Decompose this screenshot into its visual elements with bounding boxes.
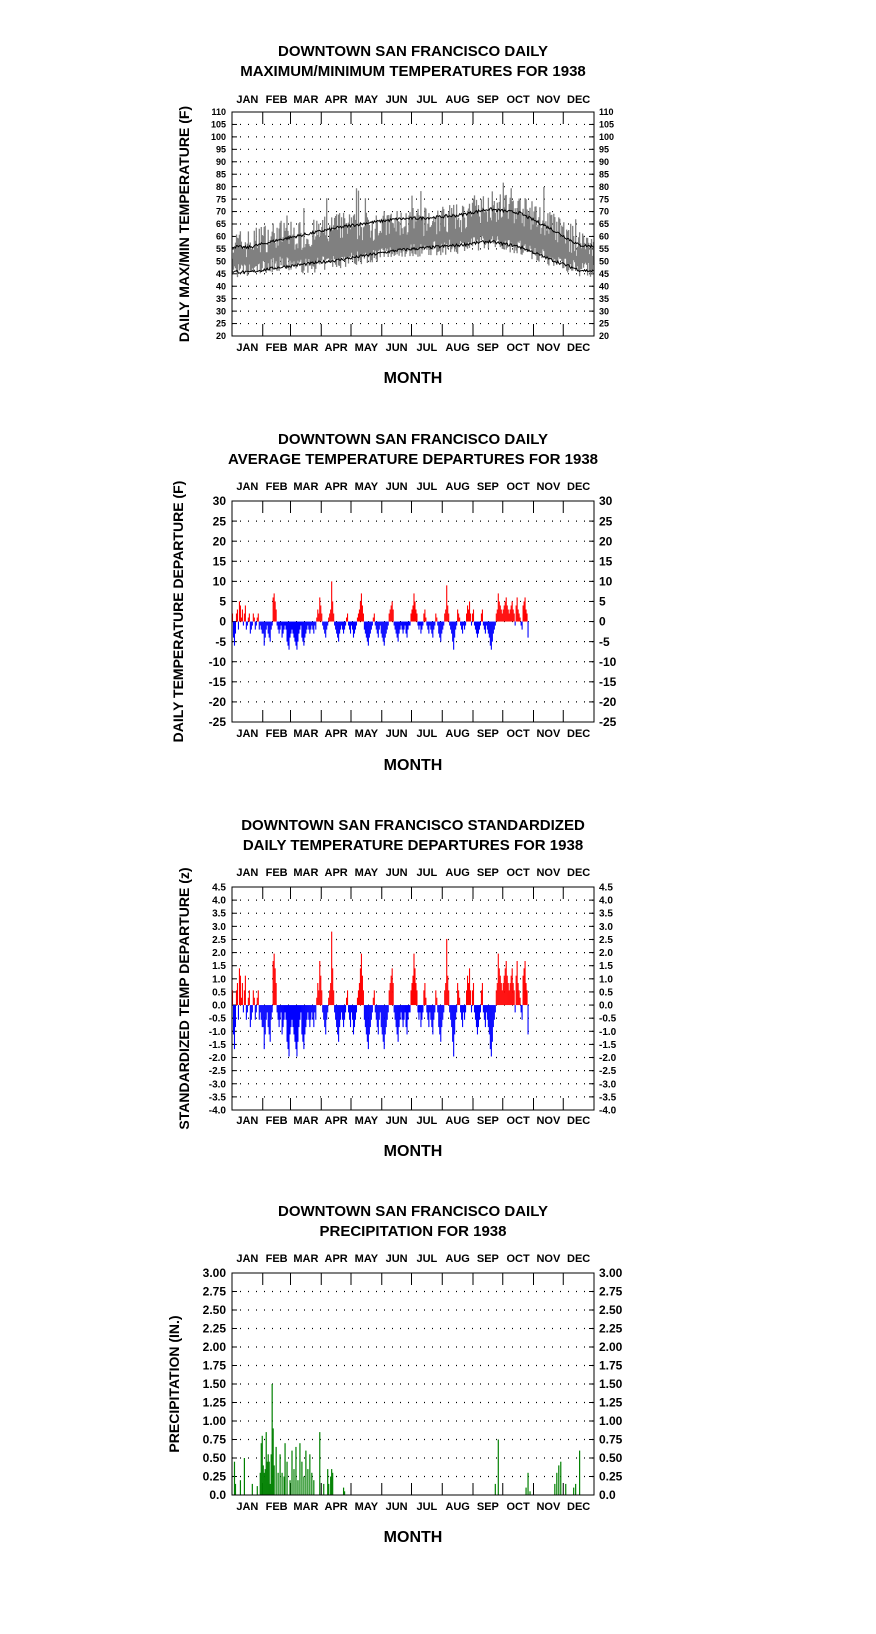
month-label-top: JAN [236, 867, 259, 879]
y-tick-label: 5 [219, 594, 226, 609]
month-label-bottom: NOV [536, 1115, 561, 1127]
y-tick-label: -2.5 [208, 1066, 226, 1078]
y-tick-label-right: -20 [599, 695, 617, 710]
month-label-bottom: APR [324, 1501, 348, 1513]
month-label-top: NOV [536, 867, 561, 879]
y-tick-label-right: 1.5 [599, 961, 613, 973]
month-label-bottom: NOV [536, 1501, 561, 1513]
y-tick-label: 3.00 [202, 1266, 226, 1281]
y-tick-label: -3.0 [208, 1079, 226, 1091]
y-tick-label-right: 110 [599, 107, 614, 118]
y-tick-label-right: 45 [599, 268, 610, 279]
y-tick-label: 95 [215, 144, 226, 155]
y-tick-label: 2.50 [202, 1303, 226, 1318]
month-label-top: JUN [385, 94, 408, 106]
month-label-top: JUL [416, 867, 438, 879]
y-tick-label: 0.0 [209, 1488, 226, 1503]
chart-title-line-2: PRECIPITATION FOR 1938 [319, 1223, 507, 1240]
month-label-top: SEP [476, 1253, 499, 1265]
y-tick-label: 4.5 [212, 882, 226, 894]
y-tick-label: 65 [215, 219, 226, 230]
month-label-top: JUN [385, 481, 408, 493]
month-label-bottom: MAY [354, 728, 379, 740]
observed-range-series [233, 183, 594, 278]
month-label-bottom: FEB [265, 342, 288, 354]
y-tick-label-right: 105 [599, 119, 615, 130]
month-label-bottom: JUL [416, 1115, 438, 1127]
month-label-bottom: JAN [236, 1501, 259, 1513]
y-tick-label: 110 [211, 107, 226, 118]
month-label-top: OCT [506, 481, 530, 493]
y-tick-label: 0.50 [202, 1451, 226, 1466]
month-label-bottom: APR [324, 728, 348, 740]
y-tick-label-right: -4.0 [599, 1105, 617, 1117]
month-label-top: OCT [506, 94, 530, 106]
y-tick-label: 0 [219, 614, 226, 629]
y-tick-label: 0.75 [202, 1432, 226, 1447]
month-label-bottom: NOV [536, 728, 561, 740]
y-tick-label: -25 [208, 715, 226, 730]
plot-frame [232, 1273, 594, 1495]
y-tick-label-right: -15 [599, 675, 617, 690]
month-label-top: DEC [567, 1253, 591, 1265]
month-label-bottom: OCT [506, 728, 530, 740]
y-tick-label-right: 60 [599, 231, 610, 242]
y-tick-label-right: 2.0 [599, 948, 613, 960]
y-tick-label-right: 20 [599, 331, 610, 342]
y-tick-label: -1.0 [208, 1026, 226, 1038]
month-label-top: JAN [236, 1253, 259, 1265]
y-tick-label-right: 2.25 [599, 1321, 623, 1336]
month-label-bottom: SEP [476, 1501, 499, 1513]
y-tick-label: 0.0 [212, 1000, 226, 1012]
y-tick-label: -2.0 [208, 1053, 226, 1065]
month-label-bottom: DEC [567, 728, 591, 740]
month-label-bottom: AUG [445, 1115, 470, 1127]
y-tick-label-right: -2.5 [599, 1066, 617, 1078]
y-tick-label-right: 75 [599, 194, 610, 205]
y-tick-label: 50 [215, 256, 226, 267]
y-axis-label: PRECIPITATION (IN.) [166, 1315, 182, 1453]
y-tick-label-right: 15 [599, 554, 613, 569]
y-tick-label: 75 [215, 194, 226, 205]
month-label-top: FEB [265, 867, 288, 879]
y-tick-label-right: 10 [599, 574, 613, 589]
x-axis-label: MONTH [383, 370, 443, 387]
y-tick-label: 2.0 [212, 948, 226, 960]
month-label-bottom: DEC [567, 342, 591, 354]
y-tick-label-right: 85 [599, 169, 610, 180]
y-tick-label-right: -1.5 [599, 1039, 617, 1051]
month-label-bottom: NOV [536, 342, 561, 354]
y-tick-label-right: 2.50 [599, 1303, 623, 1318]
month-label-top: JUL [416, 481, 438, 493]
chart-title-line-1: DOWNTOWN SAN FRANCISCO STANDARDIZED [241, 817, 585, 834]
month-label-top: JUL [416, 94, 438, 106]
y-tick-label-right: 1.25 [599, 1395, 623, 1410]
y-tick-label-right: 1.50 [599, 1377, 623, 1392]
month-label-bottom: DEC [567, 1115, 591, 1127]
month-label-top: SEP [476, 94, 499, 106]
y-tick-label-right: 20 [599, 534, 613, 549]
month-label-bottom: JUL [416, 342, 438, 354]
y-tick-label: 30 [215, 306, 226, 317]
y-axis-label: STANDARDIZED TEMP DEPARTURE (z) [176, 867, 192, 1130]
y-tick-label-right: 1.0 [599, 974, 613, 986]
y-tick-label: -1.5 [208, 1039, 226, 1051]
month-label-bottom: MAR [293, 1501, 319, 1513]
month-label-bottom: FEB [265, 1115, 288, 1127]
month-label-bottom: MAY [354, 1115, 379, 1127]
y-tick-label: 4.0 [212, 895, 226, 907]
y-tick-label-right: -1.0 [599, 1026, 617, 1038]
month-label-bottom: OCT [506, 1115, 530, 1127]
y-axis-label: DAILY TEMPERATURE DEPARTURE (F) [170, 480, 186, 743]
month-label-top: JUN [385, 1253, 408, 1265]
month-label-top: SEP [476, 481, 499, 493]
y-tick-label: 2.5 [212, 934, 226, 946]
y-tick-label-right: 30 [599, 306, 610, 317]
y-tick-label-right: 55 [599, 244, 610, 255]
y-tick-label: -3.5 [208, 1092, 226, 1104]
month-label-bottom: OCT [506, 1501, 530, 1513]
y-tick-label: -5 [215, 634, 226, 649]
y-tick-label-right: 0 [599, 614, 606, 629]
y-tick-label-right: 80 [599, 181, 610, 192]
y-tick-label: 25 [212, 514, 226, 529]
month-label-bottom: JUN [385, 1501, 408, 1513]
y-tick-label: 3.5 [212, 908, 226, 920]
y-tick-label-right: 2.00 [599, 1340, 623, 1355]
y-axis-label: DAILY MAX/MIN TEMPERATURE (F) [176, 105, 192, 343]
month-label-top: APR [324, 481, 348, 493]
x-axis-label: MONTH [383, 757, 443, 774]
y-tick-label-right: 70 [599, 206, 610, 217]
y-tick-label-right: 0.75 [599, 1432, 623, 1447]
y-tick-label: 30 [212, 494, 226, 509]
y-tick-label: 1.00 [202, 1414, 226, 1429]
y-tick-label: -4.0 [208, 1105, 226, 1117]
y-tick-label-right: 30 [599, 494, 613, 509]
y-tick-label-right: 4.5 [599, 882, 613, 894]
y-tick-label: 2.25 [202, 1321, 226, 1336]
y-tick-label: -20 [208, 695, 226, 710]
y-tick-label: 1.0 [212, 974, 226, 986]
y-tick-label: 40 [215, 281, 226, 292]
month-label-bottom: MAR [293, 728, 319, 740]
y-tick-label-right: 3.0 [599, 921, 613, 933]
y-tick-label-right: 50 [599, 256, 610, 267]
y-tick-label-right: 65 [599, 219, 610, 230]
chart-title-line-1: DOWNTOWN SAN FRANCISCO DAILY [278, 431, 548, 448]
y-tick-label-right: -3.5 [599, 1092, 617, 1104]
month-label-bottom: MAR [293, 342, 319, 354]
month-label-top: FEB [265, 94, 288, 106]
month-label-top: FEB [265, 1253, 288, 1265]
month-label-top: NOV [536, 481, 561, 493]
y-tick-label: 15 [212, 554, 226, 569]
month-label-top: DEC [567, 481, 591, 493]
month-label-top: JAN [236, 94, 259, 106]
month-label-top: JUL [416, 1253, 438, 1265]
month-label-bottom: MAY [354, 342, 379, 354]
x-axis-label: MONTH [383, 1143, 443, 1160]
chart-title-line-2: MAXIMUM/MINIMUM TEMPERATURES FOR 1938 [240, 63, 586, 80]
y-tick-label: 90 [215, 156, 226, 167]
y-tick-label: 0.25 [202, 1469, 226, 1484]
y-tick-label-right: 35 [599, 293, 610, 304]
chart-title-line-2: DAILY TEMPERATURE DEPARTURES FOR 1938 [242, 837, 584, 854]
month-label-bottom: JAN [236, 728, 259, 740]
x-axis-label: MONTH [383, 1529, 443, 1546]
month-label-top: FEB [265, 481, 288, 493]
y-tick-label-right: 0.25 [599, 1469, 623, 1484]
month-label-bottom: AUG [445, 728, 470, 740]
y-tick-label-right: 0.50 [599, 1451, 623, 1466]
y-tick-label: 1.5 [212, 961, 226, 973]
month-label-top: MAR [293, 867, 319, 879]
y-tick-label-right: 2.75 [599, 1284, 623, 1299]
month-label-bottom: JUN [385, 728, 408, 740]
y-tick-label-right: 2.5 [599, 934, 613, 946]
y-tick-label-right: 5 [599, 594, 606, 609]
month-label-top: MAY [354, 867, 379, 879]
y-tick-label-right: 4.0 [599, 895, 613, 907]
month-label-top: JUN [385, 867, 408, 879]
y-tick-label: 20 [212, 534, 226, 549]
month-label-top: JAN [236, 481, 259, 493]
month-label-bottom: AUG [445, 342, 470, 354]
y-tick-label: 20 [215, 331, 226, 342]
month-label-top: NOV [536, 94, 561, 106]
chart-title-line-2: AVERAGE TEMPERATURE DEPARTURES FOR 1938 [227, 451, 599, 468]
month-label-bottom: MAR [293, 1115, 319, 1127]
y-tick-label: 35 [215, 293, 226, 304]
y-tick-label: -15 [208, 675, 226, 690]
month-label-top: MAR [293, 94, 319, 106]
y-tick-label: 10 [212, 574, 226, 589]
y-tick-label-right: -25 [599, 715, 617, 730]
month-label-top: MAY [354, 1253, 379, 1265]
month-label-top: AUG [445, 481, 470, 493]
month-label-bottom: APR [324, 1115, 348, 1127]
y-tick-label-right: 0.0 [599, 1000, 613, 1012]
y-tick-label: 55 [215, 244, 226, 255]
y-tick-label-right: -0.5 [599, 1013, 617, 1025]
month-label-bottom: SEP [476, 728, 499, 740]
y-tick-label: 3.0 [212, 921, 226, 933]
y-tick-label: 45 [215, 268, 226, 279]
y-tick-label-right: -3.0 [599, 1079, 617, 1091]
month-label-top: APR [324, 867, 348, 879]
chart-departure [170, 431, 617, 774]
month-label-bottom: JUN [385, 342, 408, 354]
month-label-top: APR [324, 94, 348, 106]
y-tick-label-right: 0.5 [599, 987, 613, 999]
y-tick-label-right: -5 [599, 634, 610, 649]
y-tick-label-right: -10 [599, 654, 617, 669]
y-tick-label-right: 100 [599, 132, 615, 143]
month-label-bottom: DEC [567, 1501, 591, 1513]
month-label-bottom: JUL [416, 728, 438, 740]
y-tick-label: 80 [215, 181, 226, 192]
y-tick-label: 1.25 [202, 1395, 226, 1410]
y-tick-label: 25 [215, 318, 226, 329]
y-tick-label-right: 25 [599, 318, 610, 329]
chart-title-line-1: DOWNTOWN SAN FRANCISCO DAILY [278, 43, 548, 60]
month-label-top: AUG [445, 867, 470, 879]
month-label-top: OCT [506, 1253, 530, 1265]
month-label-bottom: MAY [354, 1501, 379, 1513]
month-label-top: MAR [293, 1253, 319, 1265]
y-tick-label: 0.5 [212, 987, 226, 999]
y-tick-label: -0.5 [208, 1013, 226, 1025]
y-tick-label: 1.75 [202, 1358, 226, 1373]
y-tick-label-right: 90 [599, 156, 610, 167]
y-tick-label: 60 [215, 231, 226, 242]
y-tick-label-right: -2.0 [599, 1053, 617, 1065]
y-tick-label: 70 [215, 206, 226, 217]
month-label-top: DEC [567, 94, 591, 106]
chart-title-line-1: DOWNTOWN SAN FRANCISCO DAILY [278, 1203, 548, 1220]
y-tick-label-right: 40 [599, 281, 610, 292]
y-tick-label: 2.00 [202, 1340, 226, 1355]
y-tick-label: 85 [215, 169, 226, 180]
month-label-bottom: APR [324, 342, 348, 354]
month-label-top: NOV [536, 1253, 561, 1265]
y-tick-label: 100 [210, 132, 226, 143]
month-label-bottom: AUG [445, 1501, 470, 1513]
month-label-bottom: SEP [476, 1115, 499, 1127]
month-label-bottom: OCT [506, 342, 530, 354]
y-tick-label: 2.75 [202, 1284, 226, 1299]
month-label-top: MAY [354, 481, 379, 493]
y-tick-label: 1.50 [202, 1377, 226, 1392]
month-label-top: MAR [293, 481, 319, 493]
month-label-top: MAY [354, 94, 379, 106]
month-label-bottom: SEP [476, 342, 499, 354]
y-tick-label-right: 1.00 [599, 1414, 623, 1429]
month-label-bottom: FEB [265, 1501, 288, 1513]
y-tick-label-right: 1.75 [599, 1358, 623, 1373]
month-label-bottom: JUN [385, 1115, 408, 1127]
month-label-top: OCT [506, 867, 530, 879]
month-label-top: DEC [567, 867, 591, 879]
month-label-top: AUG [445, 1253, 470, 1265]
y-tick-label: -10 [208, 654, 226, 669]
month-label-bottom: FEB [265, 728, 288, 740]
month-label-top: APR [324, 1253, 348, 1265]
month-label-top: AUG [445, 94, 470, 106]
y-tick-label-right: 95 [599, 144, 610, 155]
month-label-bottom: JAN [236, 1115, 259, 1127]
chart-precip [166, 1203, 623, 1546]
y-tick-label: 105 [210, 119, 226, 130]
chart-maxmin [176, 43, 614, 387]
y-tick-label-right: 3.5 [599, 908, 613, 920]
month-label-bottom: JAN [236, 342, 259, 354]
y-tick-label-right: 3.00 [599, 1266, 623, 1281]
y-tick-label-right: 0.0 [599, 1488, 616, 1503]
month-label-top: SEP [476, 867, 499, 879]
y-tick-label-right: 25 [599, 514, 613, 529]
chart-standardized [176, 817, 617, 1160]
month-label-bottom: JUL [416, 1501, 438, 1513]
